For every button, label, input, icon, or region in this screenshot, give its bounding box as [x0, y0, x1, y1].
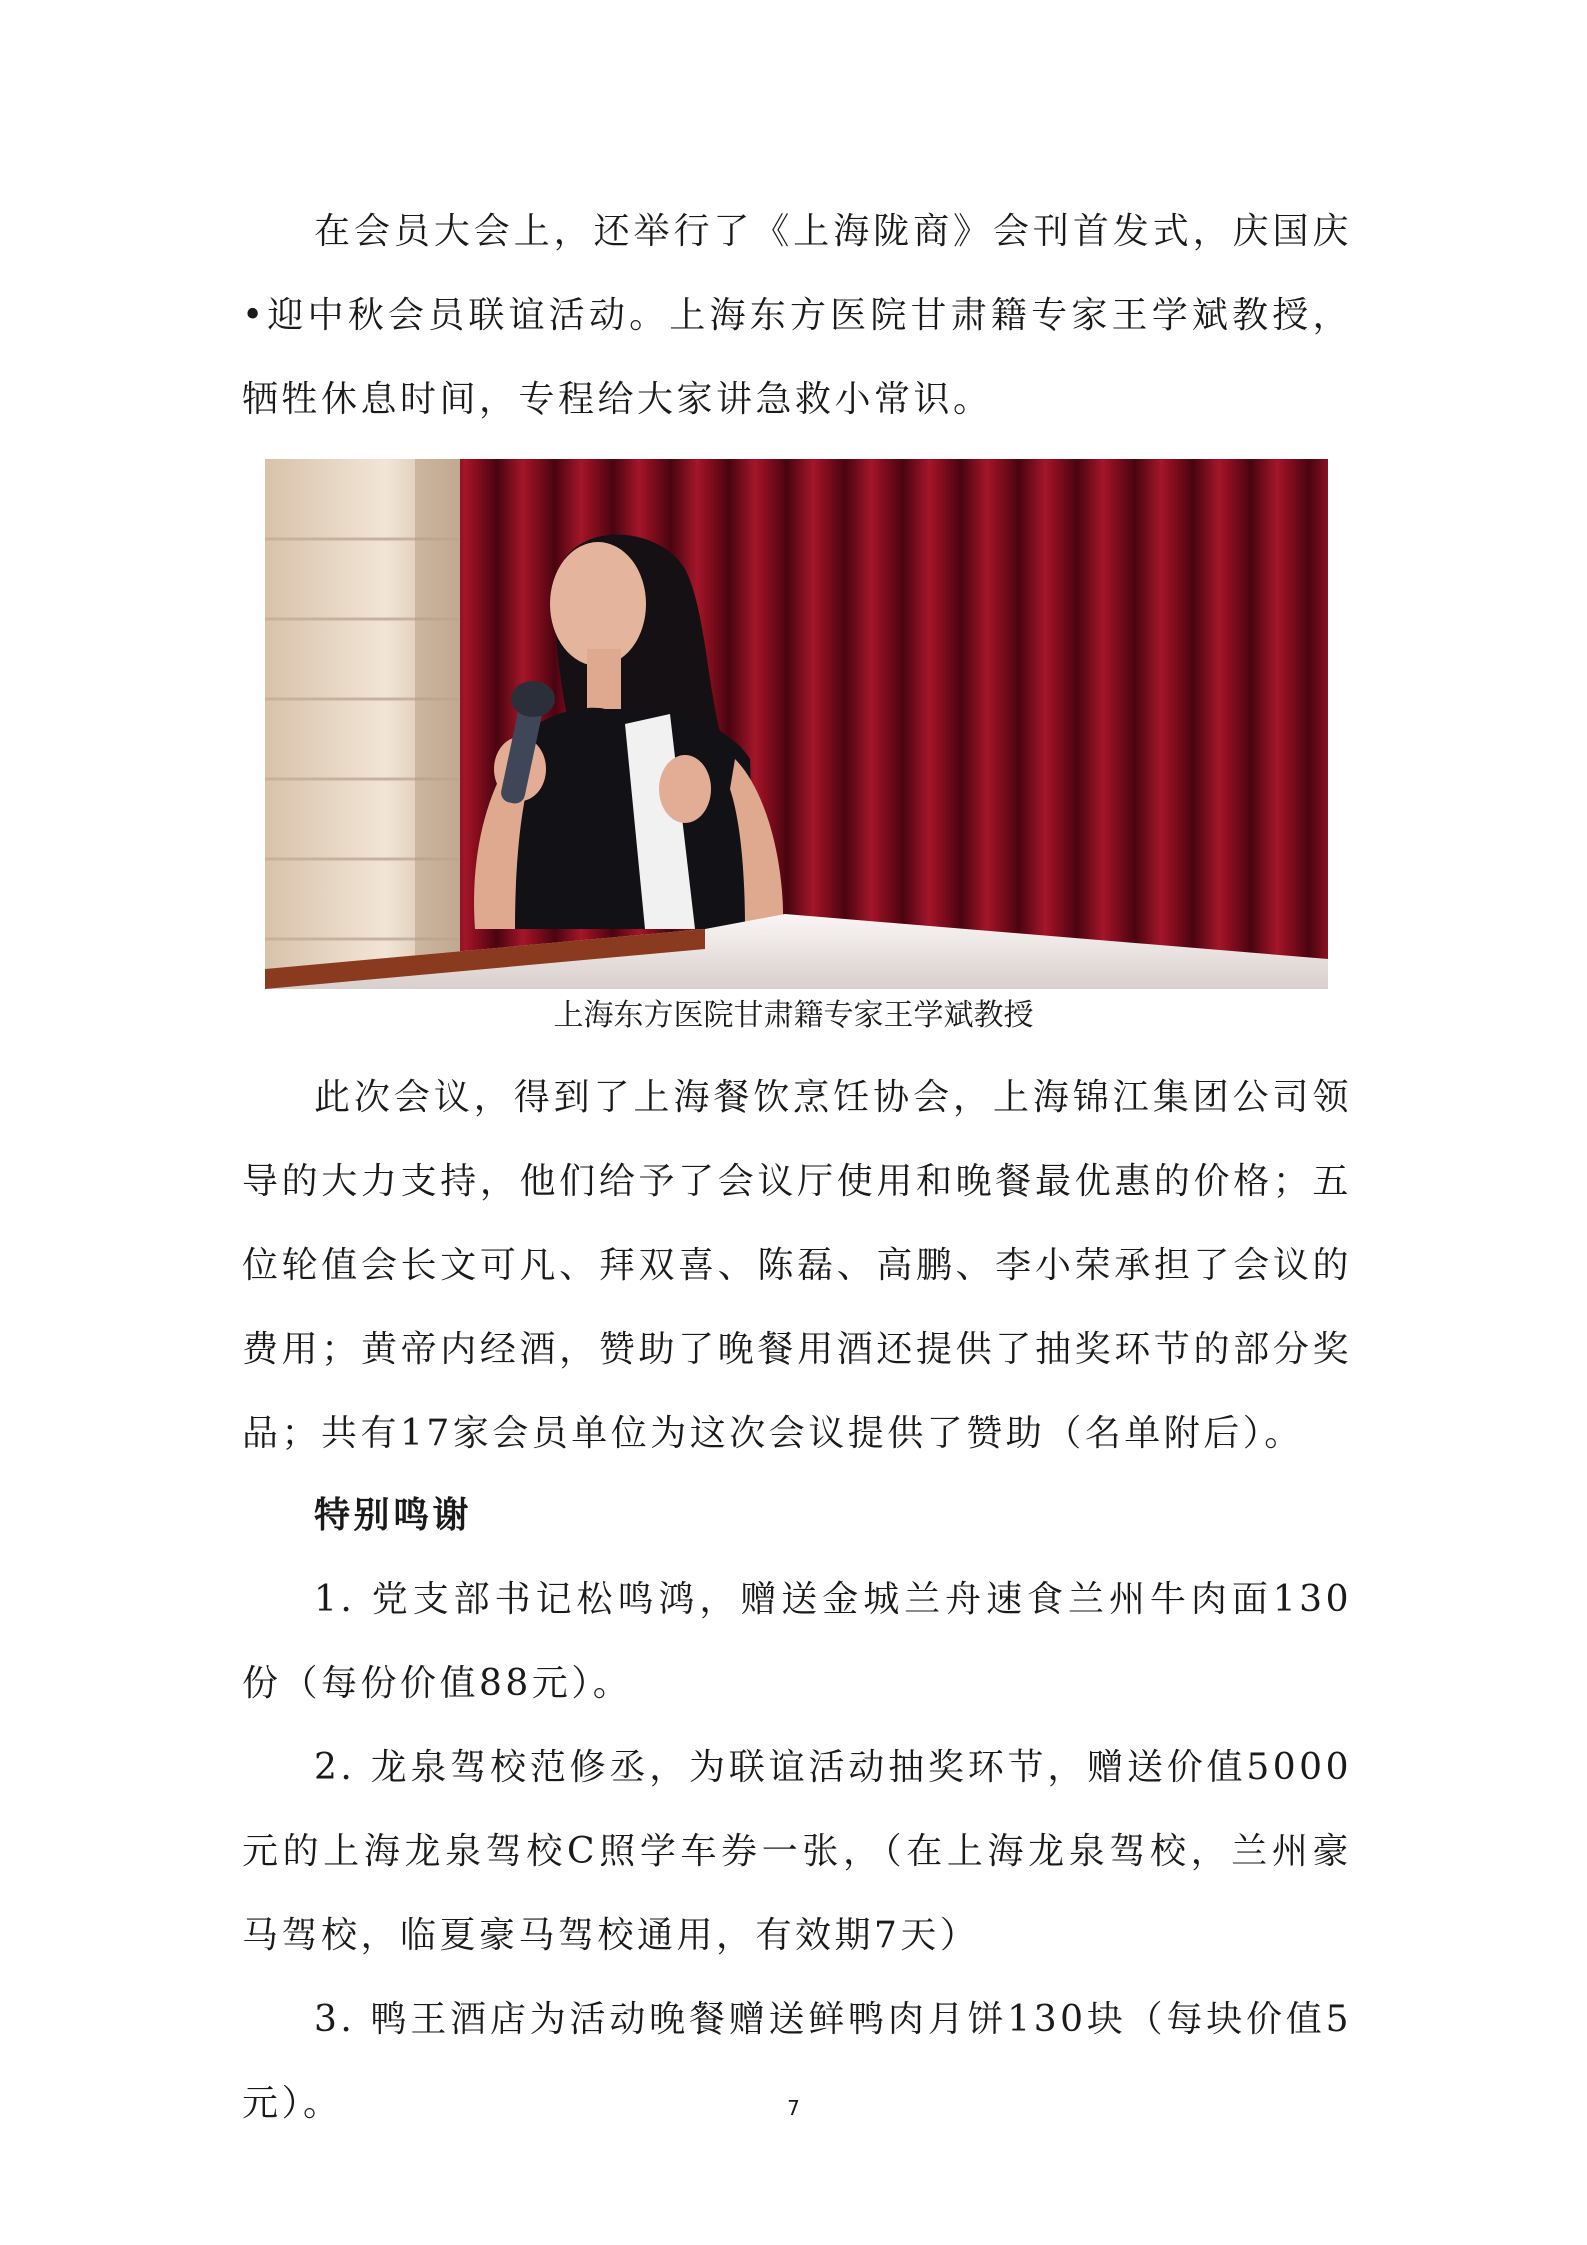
speaker-photo	[265, 459, 1328, 989]
thanks-item: 1. 党支部书记松鸣鸿，赠送金城兰舟速食兰州牛肉面130份（每份价值88元）。	[242, 1579, 1352, 1704]
thanks-item: 3. 鸭王酒店为活动晚餐赠送鲜鸭肉月饼130块（每块价值5元）。	[242, 1999, 1352, 2124]
page-number: 7	[787, 2096, 800, 2120]
photo-caption: 上海东方医院甘肃籍专家王学斌教授	[553, 998, 1034, 1033]
sponsorship-paragraph: 此次会议，得到了上海餐饮烹饪协会，上海锦江集团公司领导的大力支持，他们给予了会议厅使用和晚餐最优惠的价格；五位轮值会长文可凡、拜双喜、陈磊、高鹏、李小荣承担了会议的费用；黄帝内经酒，赞助了晚餐用酒还提供了抽奖环节的部分奖品；共有17家会员单位为这次会议提供了赞助（名单附后）。	[242, 1077, 1352, 1454]
thanks-item: 2. 龙泉驾校范修丞，为联谊活动抽奖环节，赠送价值5000元的上海龙泉驾校C照学车券一张，（在上海龙泉驾校，兰州豪马驾校，临夏豪马驾校通用，有效期7天）	[242, 1747, 1352, 1956]
intro-paragraph: 在会员大会上，还举行了《上海陇商》会刊首发式，庆国庆•迎中秋会员联谊活动。上海东方医院甘肃籍专家王学斌教授，牺牲休息时间，专程给大家讲急救小常识。	[242, 211, 1352, 420]
thanks-heading: 特别鸣谢	[314, 1495, 473, 1536]
